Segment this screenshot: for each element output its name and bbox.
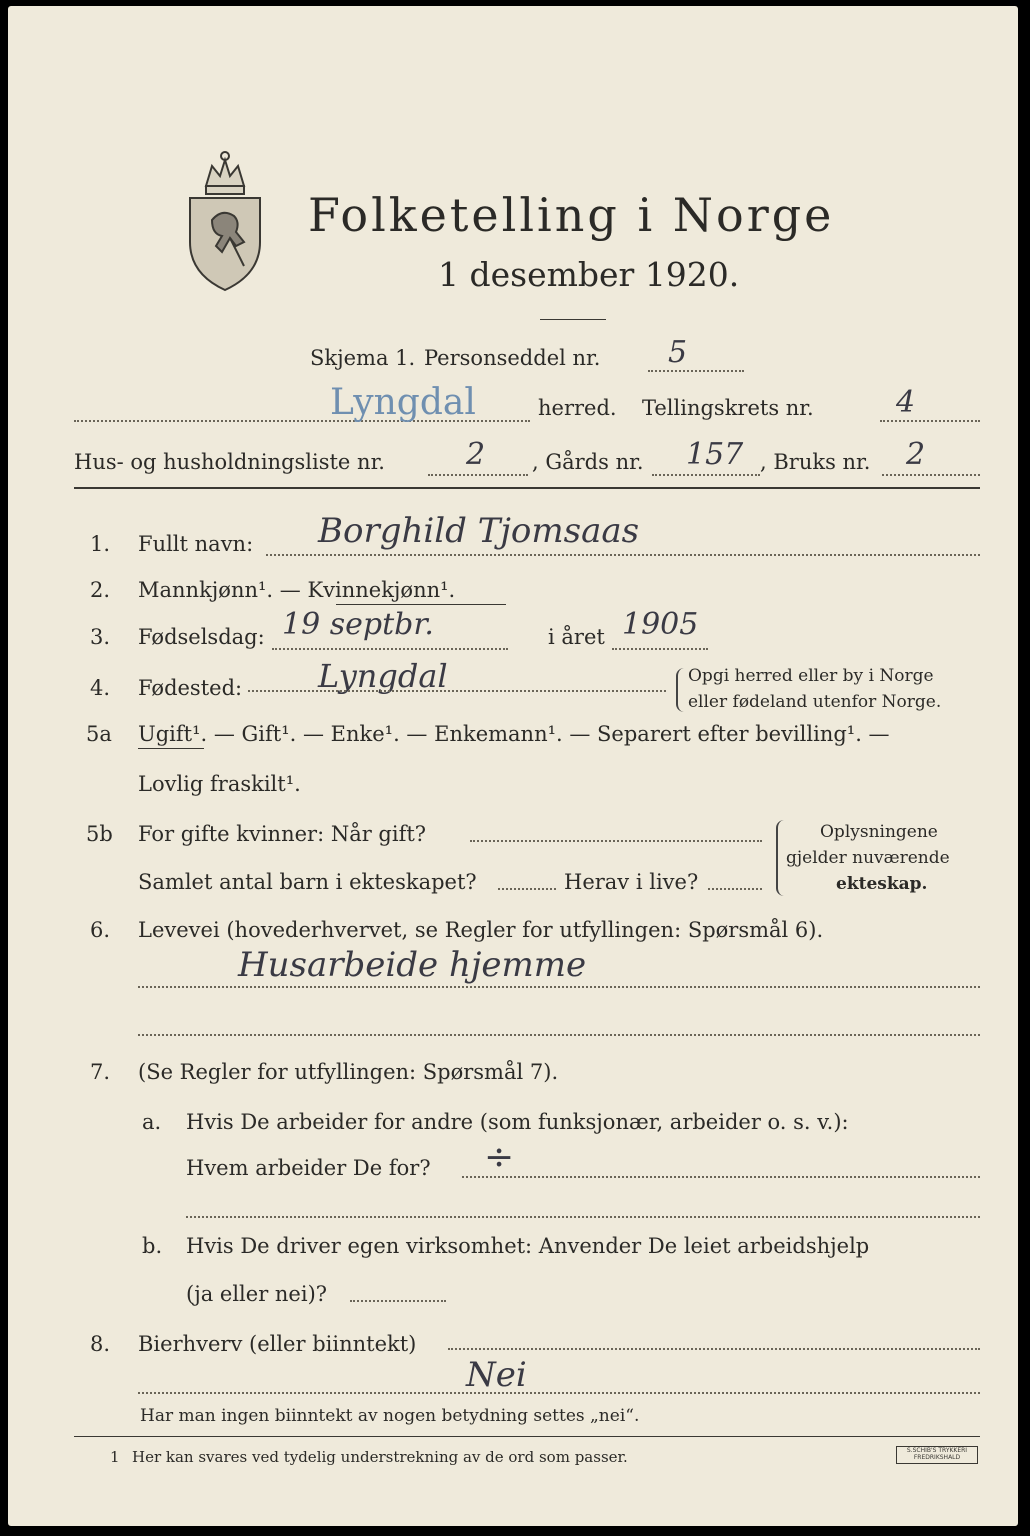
q1-number: 1. (90, 532, 111, 556)
q5b-label-alive: Herav i live? (564, 870, 699, 894)
census-date: 1 desember 1920. (438, 255, 740, 294)
norway-coat-of-arms-icon (182, 142, 268, 294)
personseddel-value: 5 (668, 335, 688, 370)
q5a-underline (138, 748, 204, 749)
q7b-line (350, 1300, 446, 1302)
q8-value: Nei (466, 1355, 527, 1395)
form-title: Folketelling i Norge (308, 188, 835, 242)
q4-note-line2: eller fødeland utenfor Norge. (688, 692, 942, 712)
q4-number: 4. (90, 676, 111, 700)
q7a-line1 (462, 1176, 980, 1178)
q8-number: 8. (90, 1332, 111, 1356)
q7a-value: ÷ (484, 1137, 515, 1178)
q6-line1 (138, 986, 980, 988)
q2-underline (336, 604, 506, 605)
bruks-value: 2 (906, 437, 926, 472)
gards-value: 157 (686, 437, 744, 472)
tellingskrets-line (880, 420, 980, 422)
q3-year-value: 1905 (622, 607, 699, 642)
herred-label: herred. (538, 396, 617, 420)
q5b-alive-line (708, 888, 762, 890)
q7-number: 7. (90, 1060, 111, 1084)
q6-label: Levevei (hovederhvervet, se Regler for utfyllingen: Spørsmål 6). (138, 918, 824, 942)
q7b-label: Hvis De driver egen virksomhet: Anvender De leiet arbeidshjelp (186, 1234, 870, 1258)
q2-label: Mannkjønn¹. — Kvinnekjønn¹. (138, 578, 456, 602)
q5b-note-line1: Oplysningene (820, 822, 938, 842)
q4-note-line1: Opgi herred eller by i Norge (688, 666, 934, 686)
q5b-note-line3: ekteskap. (836, 874, 928, 894)
q6-value: Husarbeide hjemme (238, 945, 587, 985)
q3-number: 3. (90, 625, 111, 649)
q3-line (272, 648, 508, 650)
q7a-label-who: Hvem arbeider De for? (186, 1156, 431, 1180)
printer-stamp: S.SCHIB'S TRYKKERI FREDRIKSHALD (896, 1446, 978, 1464)
q4-line (248, 690, 666, 692)
q5b-note-line2: gjelder nuværende (786, 848, 950, 868)
q7a-letter: a. (142, 1110, 162, 1134)
footer-rule (74, 1436, 980, 1437)
footnote-mark: 1 (110, 1448, 120, 1466)
q8-note: Har man ingen biinntekt av nogen betydning settes „nei“. (140, 1406, 640, 1426)
q3-year-label: i året (548, 625, 605, 649)
q6-line2 (138, 1034, 980, 1036)
q5a-label: Ugift¹. — Gift¹. — Enke¹. — Enkemann¹. — Separert efter bevilling¹. — (138, 722, 890, 746)
header-rule (74, 487, 980, 489)
q1-label: Fullt navn: (138, 532, 254, 556)
q7a-line2 (186, 1216, 980, 1218)
q7-label: (Se Regler for utfyllingen: Spørsmål 7). (138, 1060, 559, 1084)
q5a-number: 5a (86, 722, 112, 746)
q7b-label-yesno: (ja eller nei)? (186, 1282, 328, 1306)
q4-brace (676, 668, 686, 712)
q8-line1 (448, 1348, 980, 1350)
schema-label: Skjema 1. (310, 346, 416, 370)
q5b-label-married: For gifte kvinner: Når gift? (138, 822, 427, 846)
gards-label: , Gårds nr. (532, 450, 644, 474)
q7a-label: Hvis De arbeider for andre (som funksjonær, arbeider o. s. v.): (186, 1110, 849, 1134)
q8-label: Bierhverv (eller biinntekt) (138, 1332, 417, 1356)
bruks-label: , Bruks nr. (760, 450, 871, 474)
tellingskrets-value: 4 (896, 385, 916, 420)
q3-value: 19 septbr. (282, 607, 434, 642)
q5b-married-line (470, 840, 762, 842)
gards-line (652, 474, 760, 476)
q4-label: Fødested: (138, 676, 243, 700)
q3-year-line (612, 648, 708, 650)
bruks-line (882, 474, 980, 476)
tellingskrets-label: Tellingskrets nr. (642, 396, 814, 420)
q4-value: Lyngdal (318, 657, 448, 695)
q1-line (266, 554, 980, 556)
q5b-label-children: Samlet antal barn i ekteskapet? (138, 870, 477, 894)
hus-value: 2 (466, 437, 486, 472)
q8-line2 (138, 1392, 980, 1394)
q5b-number: 5b (86, 822, 113, 846)
q5b-children-line (498, 888, 556, 890)
q3-label: Fødselsdag: (138, 625, 265, 649)
q5a-label-cont: Lovlig fraskilt¹. (138, 772, 301, 796)
footnote: Her kan svares ved tydelig understrekning av de ord som passer. (132, 1448, 628, 1466)
title-divider (540, 319, 606, 320)
q6-number: 6. (90, 918, 111, 942)
q1-value: Borghild Tjomsaas (318, 511, 640, 551)
hus-label: Hus- og husholdningsliste nr. (74, 450, 385, 474)
q7b-letter: b. (142, 1234, 163, 1258)
personseddel-label: Personseddel nr. (424, 346, 601, 370)
q2-number: 2. (90, 578, 111, 602)
herred-value: Lyngdal (330, 382, 476, 423)
personseddel-line (648, 370, 744, 372)
q5b-brace (776, 820, 786, 896)
hus-line (428, 474, 528, 476)
